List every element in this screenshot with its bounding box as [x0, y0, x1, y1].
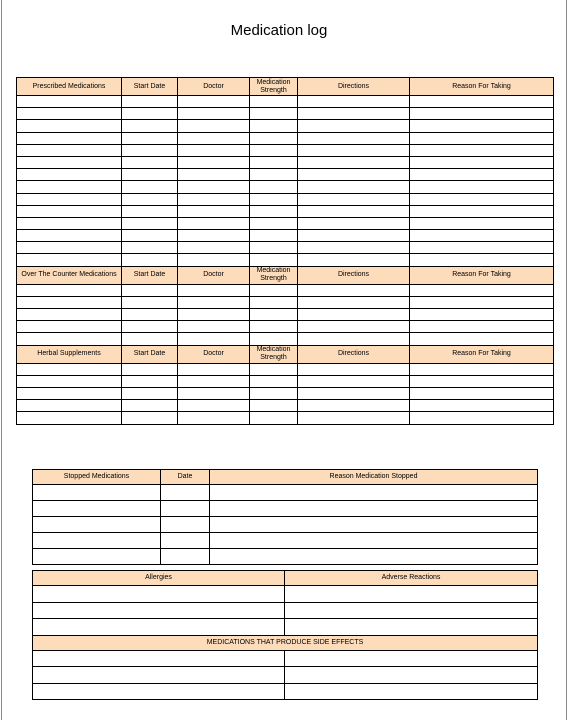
herbal-entry-cell[interactable]	[250, 412, 298, 424]
side-effects-entry-cell[interactable]	[285, 650, 538, 667]
prescribed-entry-cell[interactable]	[250, 96, 298, 108]
herbal-entry-cell[interactable]	[250, 363, 298, 375]
allergies-entry-cell[interactable]	[285, 619, 538, 636]
table-row	[17, 387, 554, 399]
prescribed-entry-cell[interactable]	[122, 144, 178, 156]
stopped-entry-cell[interactable]	[161, 485, 210, 501]
table-row	[33, 650, 538, 667]
otc-entry-cell[interactable]	[178, 333, 250, 345]
herbal-entry-cell[interactable]	[178, 400, 250, 412]
prescribed-entry-cell[interactable]	[178, 205, 250, 217]
herbal-column-header: Herbal Supplements	[17, 345, 122, 363]
prescribed-entry-cell[interactable]	[298, 96, 410, 108]
table-row	[17, 96, 554, 108]
table-row	[17, 309, 554, 321]
prescribed-entry-cell[interactable]	[410, 205, 554, 217]
herbal-entry-cell[interactable]	[178, 412, 250, 424]
stopped-entry-cell[interactable]	[161, 533, 210, 549]
prescribed-entry-cell[interactable]	[298, 132, 410, 144]
otc-entry-cell[interactable]	[178, 284, 250, 296]
herbal-entry-cell[interactable]	[178, 387, 250, 399]
stopped-entry-cell[interactable]	[210, 501, 538, 517]
prescribed-entry-cell[interactable]	[122, 254, 178, 266]
prescribed-entry-cell[interactable]	[17, 193, 122, 205]
allergies-entry-cell[interactable]	[33, 602, 285, 619]
otc-column-header: Medication Strength	[250, 266, 298, 284]
allergies-entry-cell[interactable]	[33, 586, 285, 603]
stopped-column-header: Stopped Medications	[33, 470, 161, 485]
prescribed-entry-cell[interactable]	[178, 181, 250, 193]
prescribed-entry-cell[interactable]	[178, 108, 250, 120]
prescribed-entry-cell[interactable]	[17, 242, 122, 254]
prescribed-entry-cell[interactable]	[178, 230, 250, 242]
stopped-column-header: Date	[161, 470, 210, 485]
table-row	[17, 193, 554, 205]
table-row	[17, 400, 554, 412]
table-row	[33, 533, 538, 549]
herbal-column-header: Medication Strength	[250, 345, 298, 363]
otc-entry-cell[interactable]	[122, 321, 178, 333]
otc-entry-cell[interactable]	[122, 309, 178, 321]
prescribed-entry-cell[interactable]	[178, 217, 250, 229]
allergies-header-row	[33, 571, 538, 586]
side-effects-entry-cell[interactable]	[285, 667, 538, 684]
medication-table	[16, 77, 554, 425]
allergies-column-header: Adverse Reactions	[285, 571, 538, 586]
prescribed-entry-cell[interactable]	[122, 96, 178, 108]
herbal-column-header: Start Date	[122, 345, 178, 363]
prescribed-entry-cell[interactable]	[122, 181, 178, 193]
otc-column-header: Over The Counter Medications	[17, 266, 122, 284]
prescribed-header-row	[17, 78, 554, 96]
herbal-entry-cell[interactable]	[122, 375, 178, 387]
prescribed-column-header: Reason For Taking	[410, 78, 554, 96]
herbal-entry-cell[interactable]	[122, 363, 178, 375]
prescribed-entry-cell[interactable]	[250, 205, 298, 217]
otc-entry-cell[interactable]	[410, 284, 554, 296]
otc-entry-cell[interactable]	[17, 296, 122, 308]
prescribed-entry-cell[interactable]	[250, 254, 298, 266]
prescribed-entry-cell[interactable]	[298, 108, 410, 120]
table-row	[17, 132, 554, 144]
stopped-entry-cell[interactable]	[210, 485, 538, 501]
herbal-entry-cell[interactable]	[17, 375, 122, 387]
otc-entry-cell[interactable]	[410, 296, 554, 308]
prescribed-column-header: Start Date	[122, 78, 178, 96]
otc-entry-cell[interactable]	[17, 333, 122, 345]
prescribed-entry-cell[interactable]	[17, 96, 122, 108]
table-row	[17, 333, 554, 345]
otc-entry-cell[interactable]	[298, 321, 410, 333]
prescribed-entry-cell[interactable]	[298, 193, 410, 205]
table-row	[17, 254, 554, 266]
herbal-entry-cell[interactable]	[298, 412, 410, 424]
page-title: Medication log	[230, 22, 328, 39]
table-row	[17, 296, 554, 308]
prescribed-entry-cell[interactable]	[17, 108, 122, 120]
prescribed-entry-cell[interactable]	[178, 132, 250, 144]
stopped-entry-cell[interactable]	[33, 501, 161, 517]
prescribed-entry-cell[interactable]	[410, 132, 554, 144]
prescribed-entry-cell[interactable]	[250, 193, 298, 205]
table-row	[17, 120, 554, 132]
stopped-medications-table	[32, 469, 538, 565]
otc-entry-cell[interactable]	[178, 309, 250, 321]
herbal-header-row	[17, 345, 554, 363]
prescribed-entry-cell[interactable]	[298, 242, 410, 254]
stopped-entry-cell[interactable]	[210, 549, 538, 565]
stopped-entry-cell[interactable]	[161, 517, 210, 533]
stopped-entry-cell[interactable]	[161, 501, 210, 517]
prescribed-entry-cell[interactable]	[298, 144, 410, 156]
allergies-table	[32, 570, 538, 700]
table-row	[33, 586, 538, 603]
prescribed-entry-cell[interactable]	[17, 120, 122, 132]
prescribed-entry-cell[interactable]	[250, 144, 298, 156]
otc-entry-cell[interactable]	[122, 284, 178, 296]
otc-entry-cell[interactable]	[178, 321, 250, 333]
herbal-entry-cell[interactable]	[410, 363, 554, 375]
prescribed-entry-cell[interactable]	[122, 205, 178, 217]
prescribed-entry-cell[interactable]	[250, 169, 298, 181]
prescribed-entry-cell[interactable]	[410, 193, 554, 205]
stopped-entry-cell[interactable]	[33, 533, 161, 549]
prescribed-entry-cell[interactable]	[17, 156, 122, 168]
prescribed-entry-cell[interactable]	[410, 242, 554, 254]
table-row	[33, 667, 538, 684]
prescribed-entry-cell[interactable]	[17, 181, 122, 193]
otc-column-header: Directions	[298, 266, 410, 284]
otc-entry-cell[interactable]	[17, 309, 122, 321]
prescribed-entry-cell[interactable]	[410, 108, 554, 120]
otc-entry-cell[interactable]	[410, 333, 554, 345]
table-row	[17, 205, 554, 217]
prescribed-column-header: Prescribed Medications	[17, 78, 122, 96]
stopped-entry-cell[interactable]	[210, 533, 538, 549]
herbal-entry-cell[interactable]	[122, 387, 178, 399]
allergies-entry-cell[interactable]	[33, 619, 285, 636]
prescribed-entry-cell[interactable]	[17, 169, 122, 181]
prescribed-entry-cell[interactable]	[122, 230, 178, 242]
table-row	[17, 144, 554, 156]
prescribed-entry-cell[interactable]	[298, 156, 410, 168]
otc-entry-cell[interactable]	[410, 309, 554, 321]
prescribed-entry-cell[interactable]	[410, 144, 554, 156]
prescribed-entry-cell[interactable]	[178, 144, 250, 156]
herbal-entry-cell[interactable]	[410, 387, 554, 399]
herbal-entry-cell[interactable]	[250, 400, 298, 412]
prescribed-entry-cell[interactable]	[410, 169, 554, 181]
prescribed-entry-cell[interactable]	[122, 156, 178, 168]
table-row	[17, 321, 554, 333]
prescribed-entry-cell[interactable]	[410, 120, 554, 132]
herbal-entry-cell[interactable]	[122, 400, 178, 412]
herbal-entry-cell[interactable]	[298, 363, 410, 375]
prescribed-entry-cell[interactable]	[298, 120, 410, 132]
herbal-entry-cell[interactable]	[410, 412, 554, 424]
prescribed-entry-cell[interactable]	[298, 254, 410, 266]
otc-column-header: Doctor	[178, 266, 250, 284]
side-effects-header-row	[33, 635, 538, 650]
otc-entry-cell[interactable]	[298, 284, 410, 296]
table-row	[33, 501, 538, 517]
prescribed-entry-cell[interactable]	[410, 230, 554, 242]
table-row	[17, 108, 554, 120]
prescribed-entry-cell[interactable]	[17, 144, 122, 156]
table-row	[17, 156, 554, 168]
prescribed-column-header: Doctor	[178, 78, 250, 96]
prescribed-entry-cell[interactable]	[410, 181, 554, 193]
side-effects-entry-cell[interactable]	[33, 650, 285, 667]
stopped-entry-cell[interactable]	[161, 549, 210, 565]
herbal-entry-cell[interactable]	[17, 412, 122, 424]
table-row	[17, 169, 554, 181]
prescribed-entry-cell[interactable]	[17, 217, 122, 229]
herbal-entry-cell[interactable]	[250, 375, 298, 387]
herbal-column-header: Doctor	[178, 345, 250, 363]
allergies-entry-cell[interactable]	[285, 586, 538, 603]
side-effects-entry-cell[interactable]	[33, 683, 285, 700]
table-row	[17, 284, 554, 296]
table-row	[33, 549, 538, 565]
table-row	[33, 619, 538, 636]
otc-entry-cell[interactable]	[250, 296, 298, 308]
otc-entry-cell[interactable]	[122, 333, 178, 345]
herbal-entry-cell[interactable]	[17, 387, 122, 399]
table-row	[33, 683, 538, 700]
side-effects-header: MEDICATIONS THAT PRODUCE SIDE EFFECTS	[33, 635, 538, 650]
prescribed-entry-cell[interactable]	[250, 242, 298, 254]
otc-entry-cell[interactable]	[298, 309, 410, 321]
prescribed-entry-cell[interactable]	[122, 169, 178, 181]
otc-column-header: Start Date	[122, 266, 178, 284]
prescribed-entry-cell[interactable]	[250, 230, 298, 242]
prescribed-entry-cell[interactable]	[410, 156, 554, 168]
table-row	[17, 242, 554, 254]
herbal-entry-cell[interactable]	[17, 363, 122, 375]
prescribed-entry-cell[interactable]	[250, 156, 298, 168]
prescribed-entry-cell[interactable]	[122, 242, 178, 254]
prescribed-entry-cell[interactable]	[250, 217, 298, 229]
prescribed-entry-cell[interactable]	[178, 169, 250, 181]
table-row	[17, 412, 554, 424]
otc-entry-cell[interactable]	[250, 321, 298, 333]
table-row	[17, 217, 554, 229]
stopped-entry-cell[interactable]	[210, 517, 538, 533]
prescribed-entry-cell[interactable]	[250, 120, 298, 132]
otc-entry-cell[interactable]	[410, 321, 554, 333]
side-effects-entry-cell[interactable]	[285, 683, 538, 700]
prescribed-entry-cell[interactable]	[410, 96, 554, 108]
side-effects-entry-cell[interactable]	[33, 667, 285, 684]
prescribed-entry-cell[interactable]	[178, 156, 250, 168]
herbal-entry-cell[interactable]	[178, 375, 250, 387]
prescribed-entry-cell[interactable]	[298, 205, 410, 217]
otc-entry-cell[interactable]	[122, 296, 178, 308]
table-row	[17, 181, 554, 193]
herbal-entry-cell[interactable]	[298, 387, 410, 399]
herbal-column-header: Reason For Taking	[410, 345, 554, 363]
stopped-header-row	[33, 470, 538, 485]
herbal-entry-cell[interactable]	[298, 400, 410, 412]
prescribed-entry-cell[interactable]	[178, 254, 250, 266]
prescribed-entry-cell[interactable]	[17, 230, 122, 242]
prescribed-entry-cell[interactable]	[178, 193, 250, 205]
herbal-entry-cell[interactable]	[410, 375, 554, 387]
herbal-entry-cell[interactable]	[250, 387, 298, 399]
table-row	[17, 230, 554, 242]
herbal-entry-cell[interactable]	[298, 375, 410, 387]
prescribed-entry-cell[interactable]	[17, 205, 122, 217]
otc-entry-cell[interactable]	[250, 333, 298, 345]
otc-entry-cell[interactable]	[250, 284, 298, 296]
allergies-column-header: Allergies	[33, 571, 285, 586]
stopped-column-header: Reason Medication Stopped	[210, 470, 538, 485]
prescribed-entry-cell[interactable]	[178, 120, 250, 132]
otc-entry-cell[interactable]	[298, 333, 410, 345]
table-row	[17, 375, 554, 387]
prescribed-entry-cell[interactable]	[298, 230, 410, 242]
prescribed-entry-cell[interactable]	[250, 181, 298, 193]
stopped-entry-cell[interactable]	[33, 549, 161, 565]
herbal-entry-cell[interactable]	[410, 400, 554, 412]
prescribed-entry-cell[interactable]	[250, 108, 298, 120]
prescribed-entry-cell[interactable]	[122, 120, 178, 132]
otc-entry-cell[interactable]	[17, 284, 122, 296]
stopped-entry-cell[interactable]	[33, 485, 161, 501]
prescribed-column-header: Directions	[298, 78, 410, 96]
herbal-entry-cell[interactable]	[122, 412, 178, 424]
prescribed-entry-cell[interactable]	[298, 217, 410, 229]
otc-column-header: Reason For Taking	[410, 266, 554, 284]
table-row	[33, 485, 538, 501]
herbal-column-header: Directions	[298, 345, 410, 363]
prescribed-entry-cell[interactable]	[250, 132, 298, 144]
prescribed-entry-cell[interactable]	[122, 193, 178, 205]
prescribed-entry-cell[interactable]	[122, 132, 178, 144]
stopped-entry-cell[interactable]	[33, 517, 161, 533]
table-row	[33, 602, 538, 619]
prescribed-entry-cell[interactable]	[17, 254, 122, 266]
table-row	[33, 517, 538, 533]
prescribed-entry-cell[interactable]	[178, 242, 250, 254]
prescribed-entry-cell[interactable]	[298, 169, 410, 181]
prescribed-entry-cell[interactable]	[410, 217, 554, 229]
prescribed-entry-cell[interactable]	[122, 217, 178, 229]
prescribed-entry-cell[interactable]	[178, 96, 250, 108]
herbal-entry-cell[interactable]	[17, 400, 122, 412]
otc-entry-cell[interactable]	[178, 296, 250, 308]
prescribed-entry-cell[interactable]	[17, 132, 122, 144]
prescribed-entry-cell[interactable]	[410, 254, 554, 266]
prescribed-entry-cell[interactable]	[298, 181, 410, 193]
allergies-entry-cell[interactable]	[285, 602, 538, 619]
otc-entry-cell[interactable]	[17, 321, 122, 333]
prescribed-column-header: Medication Strength	[250, 78, 298, 96]
prescribed-entry-cell[interactable]	[122, 108, 178, 120]
herbal-entry-cell[interactable]	[178, 363, 250, 375]
otc-entry-cell[interactable]	[298, 296, 410, 308]
otc-entry-cell[interactable]	[250, 309, 298, 321]
otc-header-row	[17, 266, 554, 284]
table-row	[17, 363, 554, 375]
